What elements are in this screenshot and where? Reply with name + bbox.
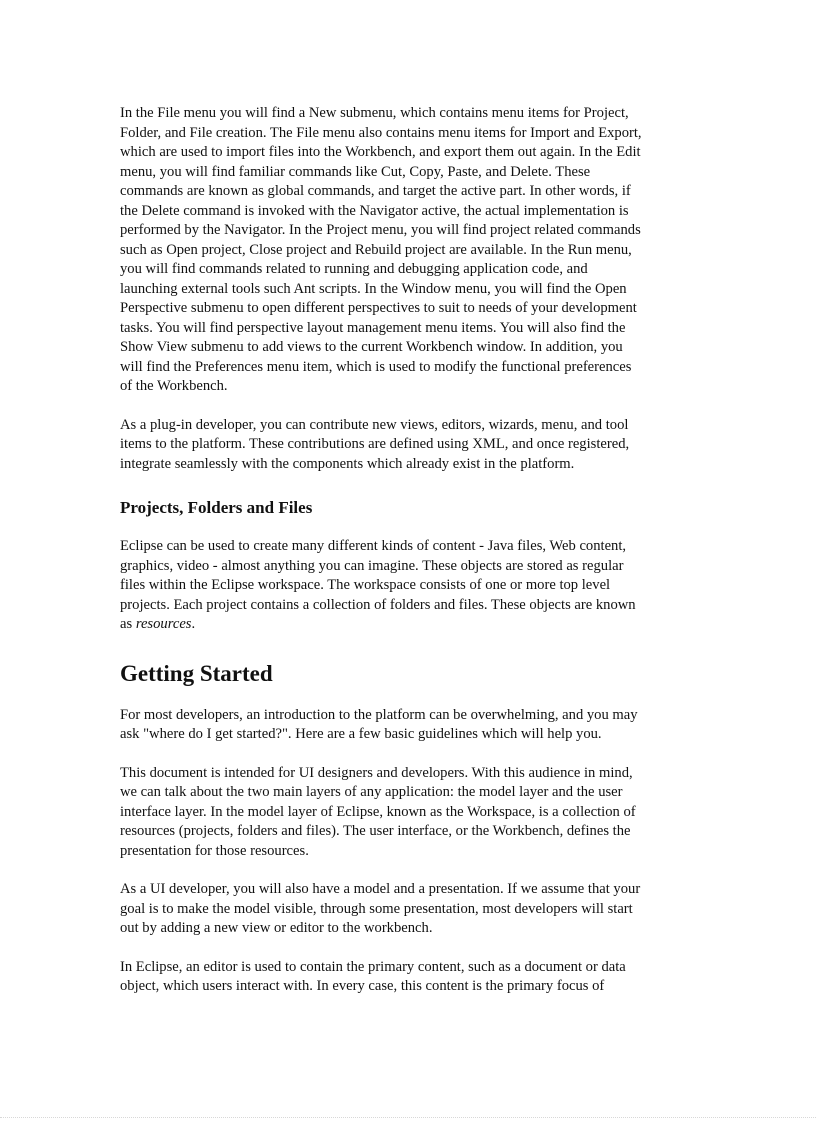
paragraph-gap <box>120 635 700 654</box>
text-line: performed by the Navigator. In the Project menu, you will find project related commands <box>120 222 641 238</box>
paragraph-gap <box>120 397 700 416</box>
text-line: menu, you will find familiar commands like Cut, Copy, Paste, and Delete. These <box>120 163 591 180</box>
text-line: For most developers, an introduction to the platform can be overwhelming, and you may <box>120 706 638 723</box>
paragraph-file-menu <box>120 104 700 397</box>
paragraph-gap <box>120 861 700 880</box>
text-line: In Eclipse, an editor is used to contain the primary content, such as a document or data <box>120 958 626 975</box>
text-line: integrate seamlessly with the components which already exist in the platform. <box>120 455 575 472</box>
text-line: graphics, video - almost anything you can imagine. These objects are stored as regular <box>120 557 624 574</box>
text-line: This document is intended for UI designers and developers. With this audience in mind, <box>120 764 633 781</box>
paragraph-introduction <box>120 706 700 745</box>
emphasis-resources: resources <box>135 616 192 632</box>
text-line: you will find commands related to running and debugging application code, and <box>120 261 588 277</box>
text-line: launching external tools such Ant scripts. In the Window menu, you will find the Open <box>120 280 627 297</box>
paragraph-audience <box>120 764 700 862</box>
text-line: projects. Each project contains a collection of folders and files. These objects are known <box>120 596 636 613</box>
text-line: As a plug-in developer, you can contribute new views, editors, wizards, menu, and tool <box>120 416 629 433</box>
text-line <box>120 615 700 635</box>
heading-projects-folders-files: Projects, Folders and Files <box>120 498 313 517</box>
text-line: commands are known as global commands, and target the active part. In other words, if <box>120 183 631 199</box>
text-line: will find the Preferences menu item, which is used to modify the functional preferences <box>120 358 632 375</box>
text-line: ask "where do I get started?". Here are a few basic guidelines which will help you. <box>120 726 602 742</box>
paragraph-editor <box>120 958 700 997</box>
text-line: Folder, and File creation. The File menu also contains menu items for Import and Export, <box>120 124 642 141</box>
text-line: items to the platform. These contributions are defined using XML, and once registered, <box>120 436 630 452</box>
text-line: Eclipse can be used to create many different kinds of content - Java files, Web content, <box>120 538 627 554</box>
text-line: such as Open project, Close project and Rebuild project are available. In the Run menu, <box>120 241 632 258</box>
text-line: the Delete command is invoked with the Navigator active, the actual implementation is <box>120 202 629 219</box>
text-line: As a UI developer, you will also have a model and a presentation. If we assume that your <box>120 881 641 897</box>
text-line: Show View submenu to add views to the current Workbench window. In addition, you <box>120 339 623 355</box>
text-line: In the File menu you will find a New submenu, which contains menu items for Project, <box>120 105 629 121</box>
page-bottom-border <box>0 1117 816 1118</box>
text-line: we can talk about the two main layers of any application: the model layer and the user <box>120 784 623 800</box>
paragraph-gap <box>120 474 700 493</box>
paragraph-plugin-developer <box>120 416 700 475</box>
paragraph-ui-developer <box>120 880 700 939</box>
text-line: Perspective submenu to open different perspectives to suit to needs of your development <box>120 300 637 316</box>
text-line: goal is to make the model visible, through some presentation, most developers will start <box>120 900 633 917</box>
text-line: resources (projects, folders and files). The user interface, or the Workbench, defines the <box>120 823 631 839</box>
text-line: which are used to import files into the Workbench, and export them out again. In the Edit <box>120 144 641 160</box>
text-line: out by adding a new view or editor to the workbench. <box>120 920 433 936</box>
text-line: files within the Eclipse workspace. The workspace consists of one or more top level <box>120 577 611 593</box>
text-line: of the Workbench. <box>120 378 228 394</box>
paragraph-gap <box>120 939 700 958</box>
text-line: object, which users interact with. In every case, this content is the primary focus of <box>120 978 605 994</box>
paragraph-gap <box>120 745 700 764</box>
document-body <box>120 104 700 997</box>
text-line: interface layer. In the model layer of Eclipse, known as the Workspace, is a collection of <box>120 803 636 820</box>
paragraph-eclipse-content <box>120 537 700 635</box>
text-line: tasks. You will find perspective layout management menu items. You will also find the <box>120 319 626 336</box>
text-line: presentation for those resources. <box>120 842 309 859</box>
text-fragment: . <box>191 616 196 632</box>
text-fragment: as <box>120 616 136 632</box>
heading-getting-started: Getting Started <box>120 660 273 686</box>
